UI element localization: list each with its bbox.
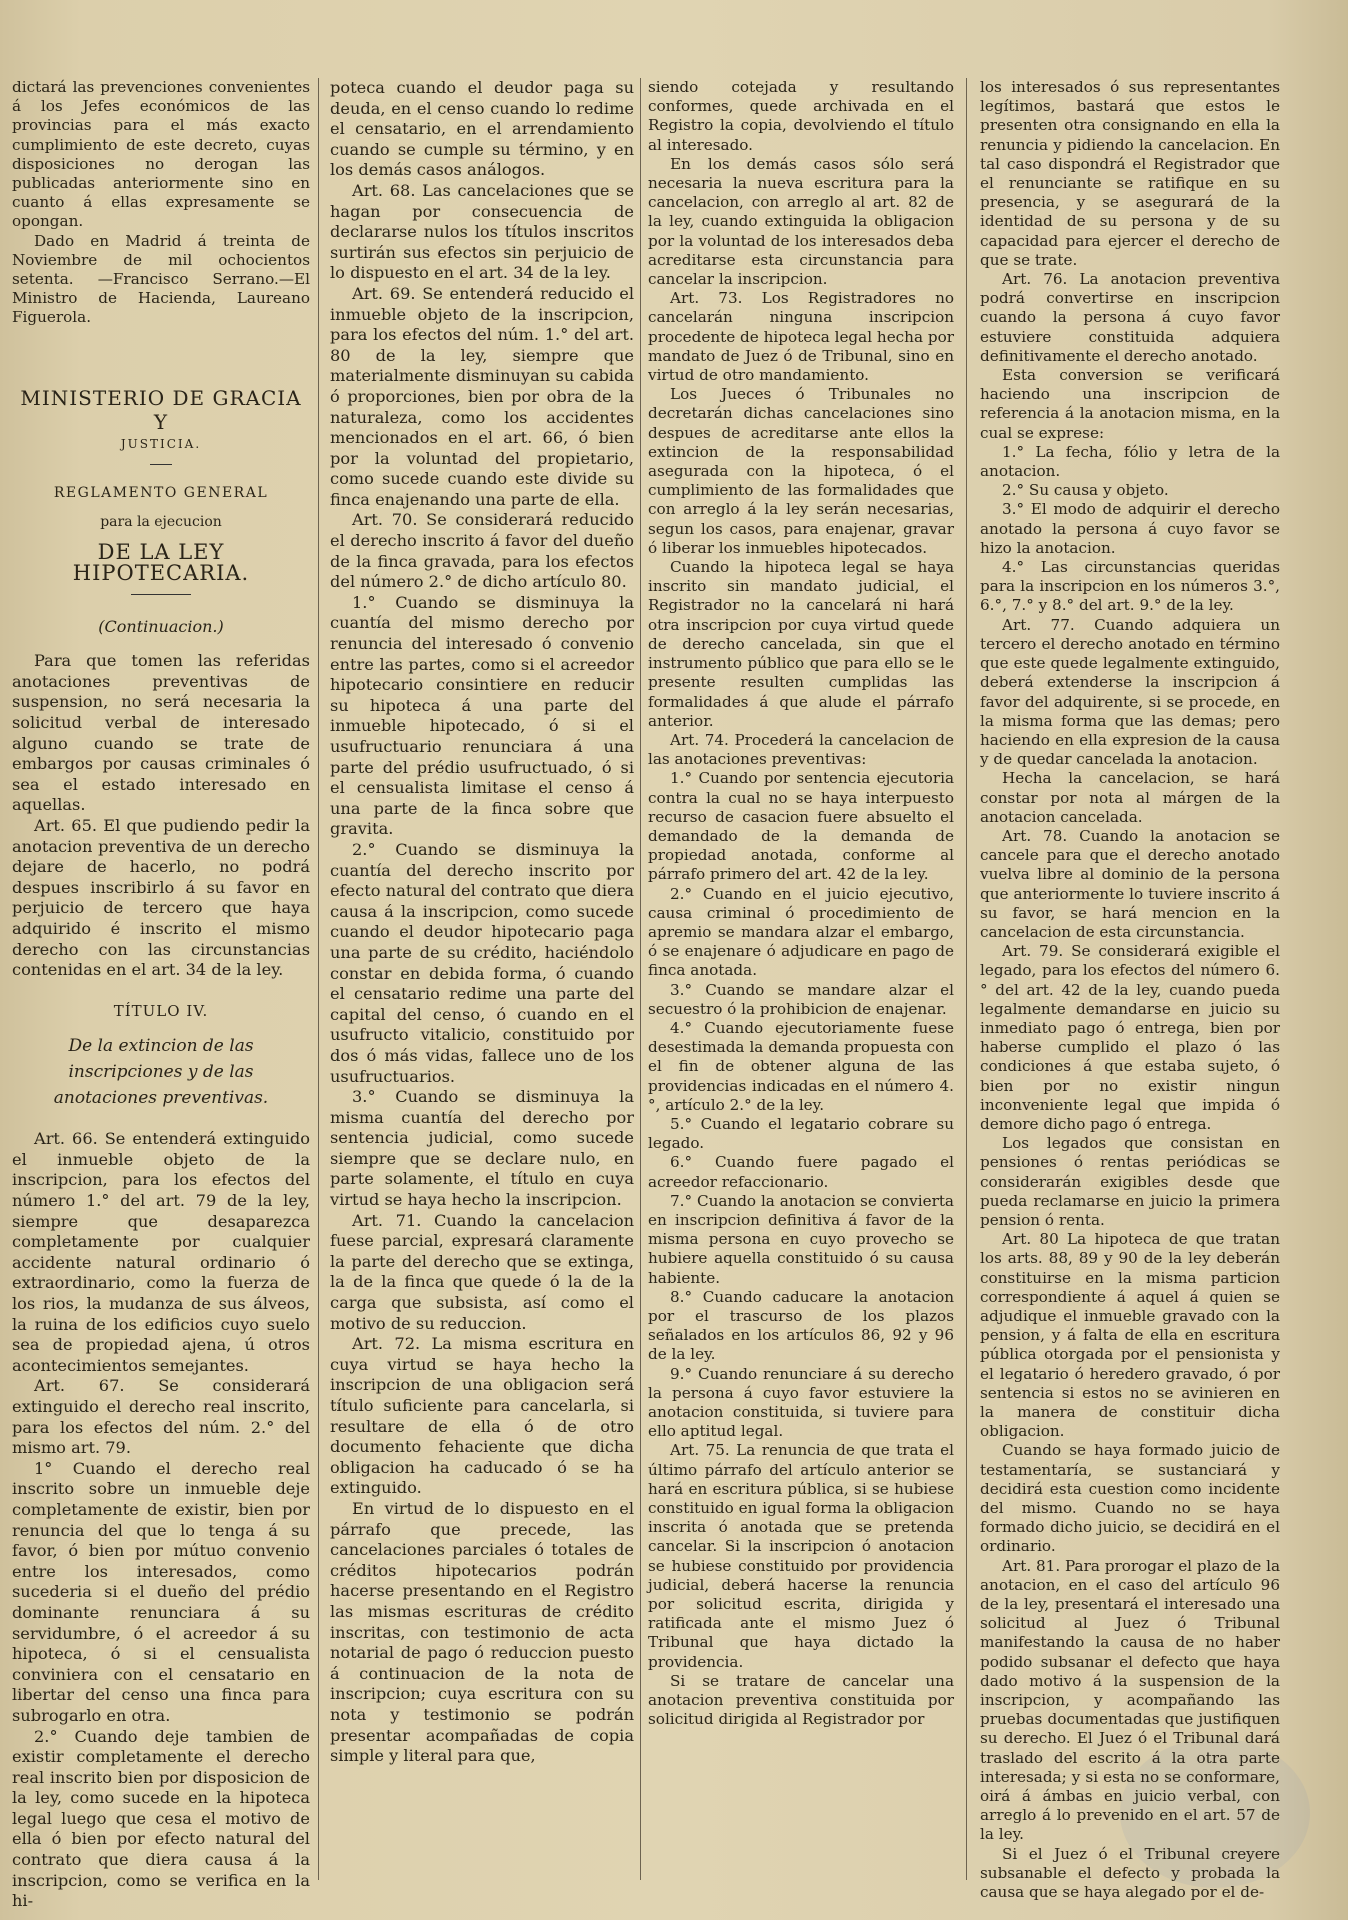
article-78: Art. 78. Cuando la anotacion se cancele para que el derecho anotado vuelva libre al dominio de la persona que anteriormente lo tuviere inscrito á su favor, se hará mencion en la cancelacion de esta circunstancia. [980, 826, 1280, 941]
item-2: 2.° Cuando en el juicio ejecutivo, causa criminal ó procedimiento de apremio se mandara alzar el embargo, ó se enajenare ó adjudicare en pago de finca anotada. [648, 884, 954, 980]
column-rule [318, 78, 319, 1880]
article-71: Art. 71. Cuando la cancelacion fuese parcial, expresará claramente la parte del derecho que se extinga, la de la finca que quede ó la de la carga que subsista, así como el motivo de su reduccion. [330, 1210, 634, 1333]
item-8: 8.° Cuando caducare la anotacion por el trascurso de los plazos señalados en los artículos 86, 92 y 96 de la ley. [648, 1287, 954, 1364]
column-rule [966, 78, 967, 1880]
article-80: Art. 80 La hipoteca de que tratan los arts. 88, 89 y 90 de la ley deberán constituirse en la misma particion correspondiente á aquel á quien se adjudique el inmueble gravado con la pension, y á falta de ella en escritura pública otorgada por el pensionista y el legatario ó heredero gravado, ó por sentencia si estos no se avinieren en la manera de constituir dicha obligacion. [980, 1230, 1280, 1441]
paragraph: Los Jueces ó Tribunales no decretarán dichas cancelaciones sino despues de acreditarse ante ellos la extincion de la responsabilidad asegurada con la hipoteca, ó el cumplimiento de las formalidades que con arreglo á la ley serán necesarias, segun los casos, para enajenar, gravar ó liberar los inmuebles hipotecados. [648, 385, 954, 557]
article-66: Art. 66. Se entenderá extinguido el inmueble objeto de la inscripcion, para los efectos del número 1.° del art. 79 de la ley, siempre que desaparezca completamente por cualquier accidente natural ordinario ó extraordinario, como la fuerza de los rios, la mudanza de sus álveos, la ruina de los edificios cuyo suelo sea de propiedad ajena, ú otros acontecimientos semejantes. [12, 1129, 310, 1375]
continuation: los interesados ó sus representantes legítimos, bastará que estos le presenten otra consignando en ella la renuncia y pidiendo la cancelacion. En tal caso dispondrá el Registrador que el renunciante se ratifique en su presencia, y se asegurará de la identidad de su persona y de su capacidad para ejercer el derecho de que se trate. [980, 78, 1280, 269]
article-67: Art. 67. Se considerará extinguido el derecho real inscrito, para los efectos del núm. 2.° del mismo art. 79. [12, 1376, 310, 1458]
item-2: 2.° Su causa y objeto. [1002, 481, 1169, 500]
paragraph: En los demás casos sólo será necesaria la nueva escritura para la cancelacion, con arreglo al art. 82 de la ley, cuando extinguida la obligacion por la voluntad de los interesados deba acreditarse esta circunstancia para cancelar la inscripcion. [648, 154, 954, 289]
continuation: siendo cotejada y resultando conformes, quede archivada en el Registro la copia, devolviendo el título al interesado. [648, 78, 954, 154]
item-2: 2.° Cuando deje tambien de existir completamente el derecho real inscrito bien por disposicion de la ley, como sucede en la hipoteca legal luego que cesa el motivo de ella ó bien por efecto natural del contrato que diera causa á la inscripcion, como se verifica en la hi- [12, 1726, 310, 1911]
paragraph: Cuando la hipoteca legal se haya inscrito sin mandato judicial, el Registrador no la cancelará ni hará otra inscripcion por cuya virtud quede de derecho cancelada, sin que el instrumento público que para ello se le presente resulten cumplidas las formalidades á que alude el párrafo anterior. [648, 558, 954, 730]
paragraph: Para que tomen las referidas anotaciones preventivas de suspension, no será necesaria la solicitud verbal de interesado alguno cuando se trate de embargos por causas criminales ó sea el estado interesado en aquellas. [12, 651, 310, 815]
article-75: Art. 75. La renuncia de que trata el último párrafo del artículo anterior se hará en escritura pública, si se hubiese constituido en igual forma la obligacion inscrita ó anotada que se pretenda cancelar. Si la inscripcion ó anotacion se hubiese constituido por providencia judicial, deberá hacerse la renuncia por solicitud escrita, dirigida y ratificada ante el mismo Juez ó Tribunal que haya dictado la providencia. [648, 1441, 955, 1671]
column-rule [640, 78, 641, 1880]
article-68: Art. 68. Las cancelaciones que se hagan por consecuencia de declararse nulos los títulos inscritos surtirán sus efectos sin perjuicio de lo dispuesto en el art. 34 de la ley. [330, 180, 634, 283]
decree-signature: Dado en Madrid á treinta de Noviembre de mil ochocientos setenta. —Francisco Serrano.—El Ministro de Hacienda, Laureano Figuerola. [12, 231, 310, 327]
article-73: Art. 73. Los Registradores no cancelarán ninguna inscripcion procedente de hipoteca legal hecha por mandato de Juez ó de Tribunal, sino en virtud de otro mandamiento. [648, 289, 954, 385]
paragraph: Hecha la cancelacion, se hará constar por nota al márgen de la anotacion cancelada. [980, 769, 1280, 826]
reglamento-heading: REGLAMENTO GENERAL [53, 485, 269, 502]
ministry-heading: MINISTERIO DE GRACIA Y [20, 385, 302, 434]
continuacion-label: (Continuacion.) [98, 616, 224, 636]
item-3: 3.° Cuando se mandare alzar el secuestro ó la prohibicion de enajenar. [648, 980, 954, 1018]
item-4: 4.° Cuando ejecutoriamente fuese desestimada la demanda propuesta con el fin de obtener alguna de las providencias indicadas en el número 4.°, artículo 2.° de la ley. [648, 1018, 954, 1114]
para-heading: para la ejecucion [100, 513, 222, 530]
item-2: 2.° Cuando se disminuya la cuantía del derecho inscrito por efecto natural del contrato que diera causa á la inscripcion, como sucede cuando el deudor hipotecario paga una parte de su crédito, haciéndolo constar en debida forma, ó cuando el censatario redime una parte del capital del censo, ó cuando en el usufructo vitalicio, constituido por dos ó más vidas, fallece uno de los usufructuarios. [330, 839, 634, 1086]
column-1 [12, 78, 310, 1911]
item-1: 1.° La fecha, fólio y letra de la anotacion. [980, 442, 1280, 481]
divider [150, 464, 172, 465]
item-7: 7.° Cuando la anotacion se convierta en inscripcion definitiva á favor de la misma persona en cuyo provecho se hubiere aquella constituido ó su causa habiente. [648, 1191, 954, 1287]
ley-heading: DE LA LEY HIPOTECARIA. [72, 540, 250, 586]
item-9: 9.° Cuando renunciare á su derecho la persona á cuyo favor estuviere la anotacion constituida, si tuviere para ello aptitud legal. [648, 1364, 954, 1441]
item-1: 1.° Cuando por sentencia ejecutoria contra la cual no se haya interpuesto recurso de casacion fuere absuelto el demandado de la demanda de propiedad anotada, conforme al párrafo primero del art. 42 de la ley. [648, 769, 954, 884]
article-69: Art. 69. Se entenderá reducido el inmueble objeto de la inscripcion, para los efectos del núm. 1.° del art. 80 de la ley, siempre que materialmente disminuyan su cabida ó proporciones, bien por obra de la naturaleza, como los accidentes mencionados en el art. 66, ó bien por la voluntad del propietario, como sucede cuando este divide su finca enajenando una parte de ella. [330, 283, 634, 509]
paragraph: Esta conversion se verificará haciendo una inscripcion de referencia á la anotacion misma, en la cual se exprese: [980, 366, 1280, 442]
paragraph: Si el Juez ó el Tribunal creyere subsanable el defecto y probada la causa que se haya alegado por el de- [980, 1844, 1280, 1902]
item-5: 5.° Cuando el legatario cobrare su legado. [648, 1114, 954, 1153]
paragraph: Cuando se haya formado juicio de testamentaría, se sustanciará y decidirá esta cuestion como incidente del mismo. Cuando no se haya formado dicho juicio, se decidirá en el ordinario. [980, 1441, 1280, 1556]
column-4 [980, 78, 1280, 1902]
paragraph: Los legados que consistan en pensiones ó rentas periódicas se considerarán exigibles desde que pueda reclamarse en juicio la primera pension ó renta. [980, 1134, 1280, 1229]
article-76: Art. 76. La anotacion preventiva podrá convertirse en inscripcion cuando la persona á cuyo favor estuviere constituida adquiera definitivamente el derecho anotado. [980, 270, 1280, 365]
paragraph: Si se tratare de cancelar una anotacion preventiva constituida por solicitud dirigida al Registrador por [648, 1671, 954, 1729]
article-79: Art. 79. Se considerará exigible el legado, para los efectos del número 6.° del art. 42 de la ley, cuando pueda legalmente demandarse en juicio su inmediato pago ó entrega, bien por haberse cumplido el plazo ó las condiciones á que estaba sujeto, ó bien por no existir ningun inconveniente legal que impida ó demore dicho pago ó entrega. [980, 942, 1280, 1133]
item-4: 4.° Las circunstancias queridas para la inscripcion en los números 3.°, 6.°, 7.° y 8.° del art. 9.° de la ley. [980, 558, 1280, 615]
article-74: Art. 74. Procederá la cancelacion de las anotaciones preventivas: [648, 730, 954, 769]
ministry-subheading: JUSTICIA. [120, 436, 202, 451]
item-1: 1.° Cuando se disminuya la cuantía del mismo derecho por renuncia del interesado ó convenio entre las partes, como si el acreedor hipotecario consintiere en reducir su hipoteca á una parte del inmueble hipotecado, ó si el usufructuario renunciara á una parte del prédio usufructuado, ó si el censualista limitase el censo á una parte de la finca sobre que gravita. [330, 592, 634, 839]
item-3: 3.° Cuando se disminuya la misma cuantía del derecho por sentencia judicial, como sucede siempre que se declare nulo, en parte solamente, el título en cuya virtud se haya hecho la inscripcion. [330, 1087, 634, 1210]
paragraph: En virtud de lo dispuesto en el párrafo que precede, las cancelaciones parciales ó totales de créditos hipotecarios podrán hacerse presentando en el Registro las mismas escrituras de crédito inscritas, con testimonio de acta notarial de pago ó reduccion puesto á continuacion de la nota de inscripcion; cuya escritura con su nota y testimonio se podrán presentar acompañadas de copia simple y literal para que, [330, 1498, 634, 1766]
decree-end: dictará las prevenciones convenientes á los Jefes económicos de las provincias para el más exacto cumplimiento de este decreto, cuyas disposiciones no derogan las publicadas anteriormente sino en cuanto á ellas expresamente se opongan. [12, 78, 310, 231]
divider [131, 594, 191, 595]
article-81: Art. 81. Para prorogar el plazo de la anotacion, en el caso del artículo 96 de la ley, presentará el interesado una solicitud al Juez ó Tribunal manifestando la causa de no haber podido subsanar el defecto que haya dado motivo á la suspension de la inscripcion, y acompañando las pruebas documentadas que justifiquen su derecho. El Juez ó el Tribunal dará traslado del escrito á la otra parte interesada; y si esta no se conformare, oirá á ámbas en juicio verbal, con arreglo á lo prevenido en el art. 57 de la ley. [980, 1556, 1280, 1844]
column-2 [330, 78, 634, 1882]
article-77: Art. 77. Cuando adquiera un tercero el derecho anotado en término que este quede legalmente extinguido, deberá extenderse la inscripcion á favor del adquirente, si se procede, en la misma forma que las demas; pero haciendo en ella expresion de la causa y de quedar cancelada la anotacion. [980, 615, 1280, 769]
item-6: 6.° Cuando fuere pagado el acreedor refaccionario. [648, 1153, 954, 1191]
item-1: 1° Cuando el derecho real inscrito sobre un inmueble deje completamente de existir, bien por renuncia del que lo tenga á su favor, ó bien por mútuo convenio entre los interesados, como sucederia si el dueño del prédio dominante renunciara á su servidumbre, ó el acreedor á su hipoteca, ó si el censualista conviniera con el censatario en libertar del censo una finca para subrogarlo en otra. [12, 1458, 310, 1725]
titulo-heading: TÍTULO IV. [113, 1001, 209, 1020]
article-72: Art. 72. La misma escritura en cuya virtud se haya hecho la inscripcion de una obligacion será título suficiente para cancelarla, si resultare de ella ó de otro documento fehaciente que dicha obligacion ha caducado ó se ha extinguido. [330, 1334, 634, 1498]
item-3: 3.° El modo de adquirir el derecho anotado la persona á cuyo favor se hizo la anotacion. [980, 500, 1280, 557]
column-3 [648, 78, 954, 1882]
section-heading: De la extincion de las inscripciones y de las anotaciones preventivas. [53, 1036, 269, 1109]
article-65: Art. 65. El que pudiendo pedir la anotacion preventiva de un derecho dejare de hacerlo, no podrá despues inscribirlo á su favor en perjuicio de tercero que haya adquirido é inscrito el mismo derecho con las circunstancias contenidas en el art. 34 de la ley. [12, 815, 310, 980]
continuation: poteca cuando el deudor paga su deuda, en el censo cuando lo redime el censatario, en el arrendamiento cuando se cumple su término, y en los demás casos análogos. [330, 78, 634, 180]
article-70: Art. 70. Se considerará reducido el derecho inscrito á favor del dueño de la finca gravada, para los efectos del número 2.° de dicho artículo 80. [330, 510, 634, 592]
